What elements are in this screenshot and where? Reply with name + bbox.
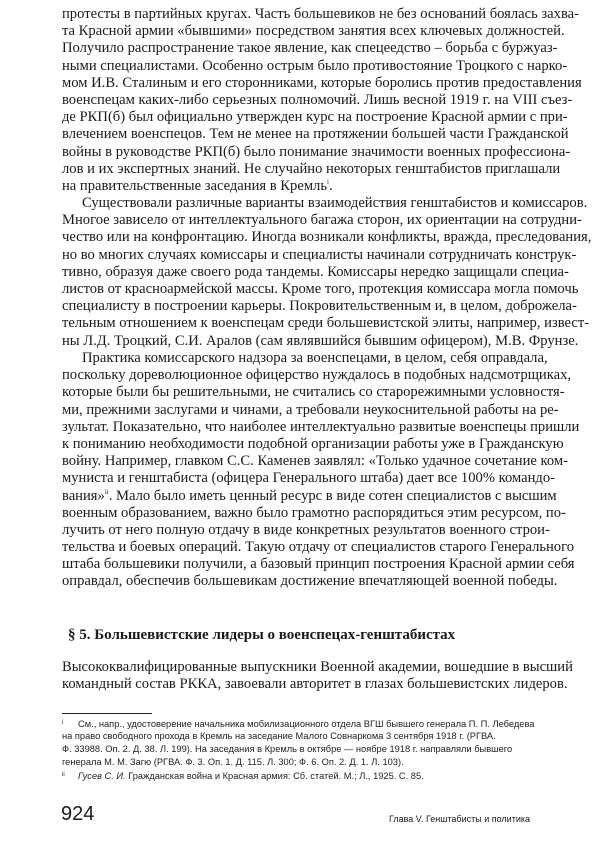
footnote-text: генерала М. М. Загю (РГВА. Ф. 3. Оп. 1. Д. 115. Л. 300; Ф. 6. Оп. 2. Д. 1. Л. 103). bbox=[62, 757, 404, 767]
line-text: чество или на конфронтацию. Иногда возникали конфликты, вражда, преследования, bbox=[62, 229, 592, 246]
text-line bbox=[62, 384, 565, 401]
footnote-divider bbox=[62, 713, 152, 714]
page-number: 924 bbox=[61, 803, 95, 825]
text-line: вания»$^{ii}$. Мало было иметь ценный ресурс в виде сотен специалистов с высшим bbox=[62, 487, 557, 504]
text-line bbox=[62, 504, 566, 522]
paragraph bbox=[62, 195, 592, 350]
text-line bbox=[62, 298, 577, 315]
line-text: листов от красноармейской массы. Кроме того, протекция комиссара могла помочь bbox=[62, 280, 579, 297]
text-line bbox=[62, 6, 579, 23]
text-line bbox=[62, 212, 582, 229]
text-line bbox=[62, 435, 564, 453]
text-line bbox=[62, 573, 558, 590]
line-text: которые были бы решительными, не считались со старорежимными условностя- bbox=[62, 384, 565, 401]
line-text: поскольку дореволюционное офицерство нуждалось в подобных надсмотрщиках, bbox=[62, 367, 572, 384]
text-line bbox=[62, 143, 571, 161]
line-text: войну. Например, главком С.С. Каменев заявлял: «Только удачное сочетание ком- bbox=[62, 453, 568, 470]
footnote-ref[interactable]: i bbox=[327, 177, 329, 186]
line-text: специалисту в построении карьеры. Покровительственным и, в целом, доброжела- bbox=[62, 298, 577, 315]
text-line bbox=[62, 246, 577, 264]
line-text: Существовали различные варианты взаимодействия генштабистов и комиссаров. bbox=[82, 195, 588, 211]
text-line bbox=[62, 195, 588, 212]
line-text: Высококвалифицированные выпускники Военной академии, вошедшие в высший bbox=[62, 659, 573, 675]
line-text: ми, прежними заслугами и чинами, а требовали неукоснительной работы на ре- bbox=[62, 401, 559, 418]
text-line bbox=[62, 280, 579, 298]
footnote-text: См., напр., удостоверение начальника мобилизационного отдела ВГШ бывшего генерала П. П. Лебедева bbox=[78, 719, 535, 729]
line-text: де РКП(б) был официально утвержден курс на построение Красной армии с при- bbox=[62, 109, 568, 126]
footnote-line bbox=[62, 743, 532, 756]
line-text: тивно, образуя даже своего рода тандемы. Комиссары нередко защищали специа- bbox=[62, 263, 569, 280]
footnote-line bbox=[62, 730, 532, 743]
paragraph bbox=[62, 350, 580, 591]
line-text: тельства и боевых операций. Такую отдачу от специалистов старого Генерального bbox=[62, 539, 575, 556]
section-heading: § 5. Большевистские лидеры о военспецах-генштабистах bbox=[68, 627, 456, 643]
line-text: тельным отношением к военспецам среди большевистской элиты, например, извест- bbox=[62, 315, 590, 332]
text-line bbox=[62, 40, 558, 57]
line-text: та Красной армии «бывшими» посредством занятия всех ключевых должностей. bbox=[62, 23, 565, 40]
text-line bbox=[62, 23, 565, 40]
footnote-line bbox=[62, 769, 532, 782]
text-line bbox=[62, 74, 582, 92]
paragraph bbox=[62, 659, 573, 693]
line-text: влечением военспецов. Тем не менее на протяжении большей части Гражданской bbox=[62, 126, 569, 143]
text-line bbox=[62, 556, 575, 573]
text-line bbox=[62, 453, 568, 470]
text-line bbox=[62, 418, 580, 436]
line-text: военспецам каких-либо серьезных полномочий. Лишь весной 1919 г. на VIII съез- bbox=[62, 91, 573, 108]
text-line bbox=[62, 126, 569, 143]
footnote-author: Гусев С. И. bbox=[78, 771, 126, 781]
paragraph bbox=[62, 6, 582, 195]
text-line bbox=[62, 57, 568, 75]
text-line bbox=[62, 263, 569, 281]
line-text: командный состав РККА, завоевали авторитет в глазах большевистских лидеров. bbox=[62, 676, 568, 693]
text-line bbox=[62, 539, 575, 556]
line-text: Многое зависело от интеллектуального багажа сторон, их ориентации на сотрудни- bbox=[62, 212, 582, 229]
text-line bbox=[62, 332, 579, 350]
text-line bbox=[62, 160, 561, 178]
line-text: мом И.В. Сталиным и его сторонниками, которые боролись против предоставления bbox=[62, 74, 582, 91]
text-line bbox=[62, 470, 555, 487]
text-line bbox=[62, 109, 568, 126]
line-text: зультат. Показательно, что наиболее интеллектуально развитые военспецы пришли bbox=[62, 418, 580, 435]
line-text: Получило распространение такое явление, как спецеедство – борьба с буржуаз- bbox=[62, 40, 558, 57]
line-text: протесты в партийных кругах. Часть большевиков не без оснований боялась захва- bbox=[62, 6, 579, 22]
line-text: лов и их экспертных знаний. Не случайно некоторых генштабистов приглашали bbox=[62, 160, 561, 177]
footnote-text: Ф. 33988. Оп. 2. Д. 38. Л. 199). На заседания в Кремль в октябре — ноябре 1918 г. направляли бывшего bbox=[62, 744, 513, 754]
footnote-mark: ii bbox=[62, 772, 65, 778]
line-text: к пониманию необходимости подобной организации работы уже в Гражданскую bbox=[62, 435, 564, 452]
line-text: ными специалистами. Особенно острым было противостояние Троцкого с нарко- bbox=[62, 57, 568, 74]
line-text: штаба большевики получили, а базовый принцип построения Красной армии себя bbox=[62, 556, 575, 573]
text-line bbox=[62, 229, 592, 246]
footnote-line bbox=[62, 756, 532, 769]
line-text: ны Л.Д. Троцкий, С.И. Аралов (сам являвшийся бывшим офицером), М.В. Фрунзе. bbox=[62, 332, 579, 349]
running-head: Глава V. Генштабисты и политика bbox=[388, 814, 530, 824]
line-text: на правительственные заседания в Кремль bbox=[62, 177, 327, 194]
line-text: оправдал, обеспечив большевикам достижение впечатляющей военной победы. bbox=[62, 573, 558, 590]
footnote-ref[interactable]: ii bbox=[104, 487, 109, 496]
line-text: но во многих случаях комиссары и специалисты начинали сотрудничать конструк- bbox=[62, 246, 577, 263]
line-text: муниста и генштабиста (офицера Генерального штаба) дает все 100% командо- bbox=[62, 470, 555, 487]
line-text: Мало было иметь ценный ресурс в виде сотен специалистов с высшим bbox=[116, 487, 557, 504]
text-line bbox=[62, 401, 559, 419]
line-text: вания» bbox=[62, 487, 105, 504]
text-line bbox=[62, 659, 573, 676]
text-line bbox=[62, 315, 590, 332]
line-text: лучить от него полную отдачу в виде конкретных результатов военного строи- bbox=[62, 521, 550, 538]
footnote-mark: i bbox=[62, 720, 64, 726]
text-line bbox=[62, 367, 572, 384]
text-line: на правительственные заседания в Кремль$^i$. bbox=[62, 177, 333, 194]
text-line bbox=[62, 521, 550, 539]
text-line bbox=[62, 91, 573, 109]
footnote-line bbox=[62, 717, 535, 730]
line-text: Практика комиссарского надзора за военспецами, в целом, себя оправдала, bbox=[82, 350, 548, 366]
line-text: войны в руководстве РКП(б) было понимание значимости военных профессиона- bbox=[62, 143, 571, 160]
footnote-text: на право свободного прохода в Кремль на заседание Малого Совнаркома 3 сентября 1918 г. (РГВА. bbox=[62, 731, 496, 741]
footnotes bbox=[62, 717, 535, 782]
footnote-text: Гражданская война и Красная армия: Сб. статей. М.; Л., 1925. С. 85. bbox=[125, 771, 424, 781]
text-line bbox=[62, 350, 548, 367]
line-text: военным образованием, важно было грамотно распорядиться этим ресурсом, по- bbox=[62, 504, 566, 521]
text-line bbox=[62, 676, 568, 693]
